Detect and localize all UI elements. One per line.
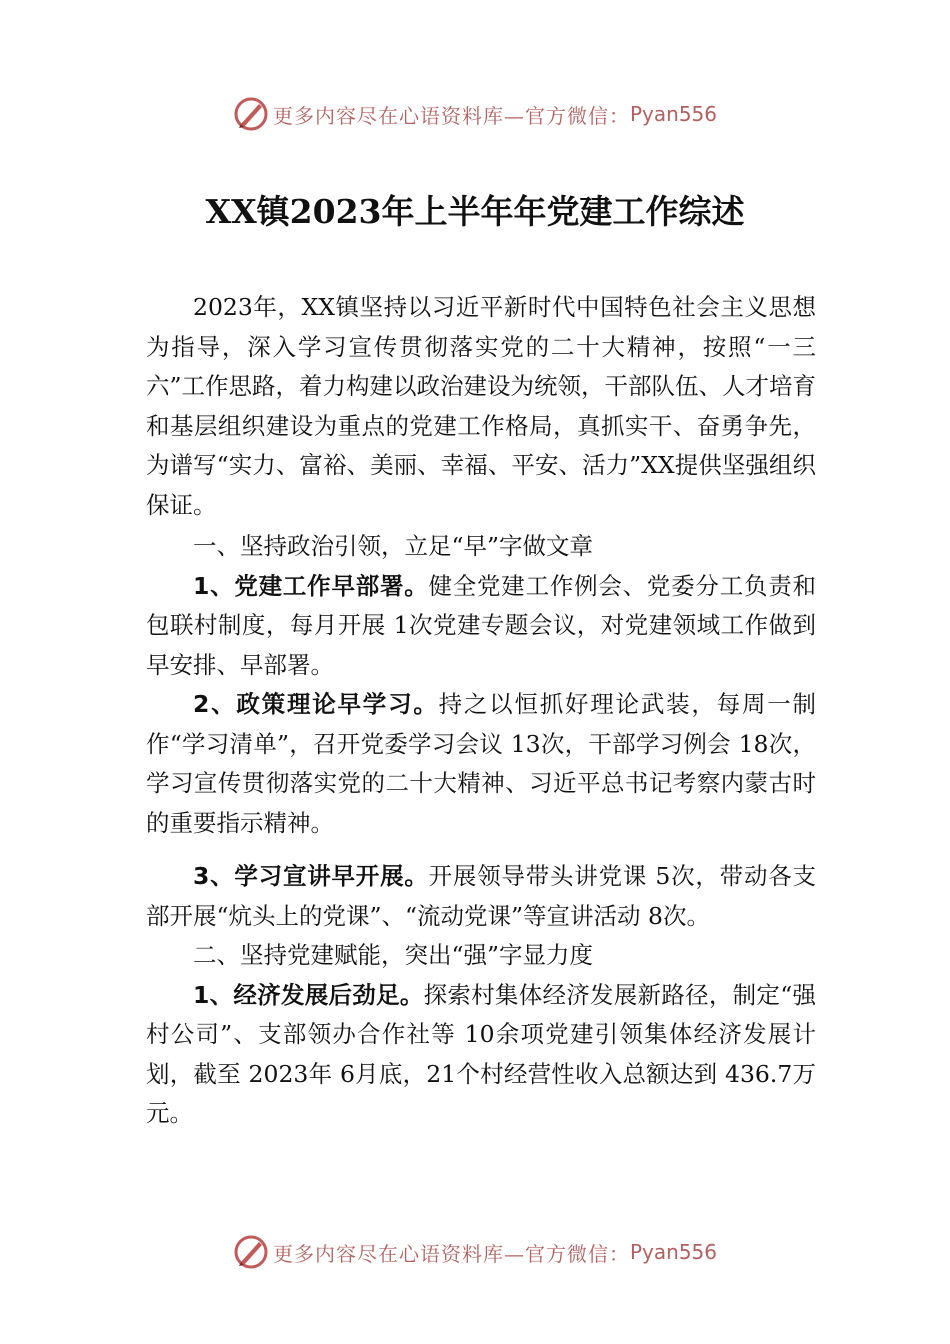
section1-item-3 xyxy=(146,857,816,936)
watermark-banner-bottom xyxy=(0,1232,950,1272)
watermark-wechat-id: Pyan556 xyxy=(629,102,717,126)
intro-paragraph: 2023年，XX镇坚持以习近平新时代中国特色社会主义思想为指导，深入学习宣传贯彻落实党的二十大精神，按照“一三六”工作思路，着力构建以政治建设为统领，干部队伍、人才培育和基层组织建设为重点的党建工作格局，真抓实干、奋勇争先，为谱写“实力、富裕、美丽、幸福、平安、活力”XX提供坚强组织保证。 xyxy=(146,293,817,519)
watermark-text: 更多内容尽在心语资料库—官方微信： xyxy=(272,1241,630,1266)
document-body xyxy=(146,288,816,1134)
watermark-wechat-id: Pyan556 xyxy=(629,1240,717,1264)
watermark-banner-top xyxy=(0,94,950,134)
pen-logo-icon xyxy=(233,1234,269,1270)
item-body: 开展领导带头讲党课 5次，带动各支部开展“炕头上的党课”、“流动党课”等宣讲活动 8次。 xyxy=(146,862,817,930)
section1-heading: 一、坚持政治引领，立足“早”字做文章 xyxy=(193,532,594,560)
item-lead: 1、经济发展后劲足。 xyxy=(193,980,424,1009)
item-lead: 2、政策理论早学习。 xyxy=(193,690,439,718)
document-title: XX镇2023年上半年年党建工作综述 xyxy=(205,192,745,231)
item-body: 探索村集体经济发展新路径，制定“强村公司”、支部领办合作社等 10余项党建引领集体经济发展计划，截至 2023年 6月底，21个村经营性收入总额达到 436.7万元。 xyxy=(146,980,816,1127)
item-lead: 1、党建工作早部署。 xyxy=(193,571,429,600)
pen-logo-icon xyxy=(233,96,269,132)
section1-item-2 xyxy=(146,685,816,843)
section2-heading: 二、坚持党建赋能，突出“强”字显力度 xyxy=(193,941,594,969)
item-body: 持之以恒抓好理论武装，每周一制作“学习清单”，召开党委学习会议 13次，干部学习例会 18次，学习宣传贯彻落实党的二十大精神、习近平总书记考察内蒙古时的重要指示精神。 xyxy=(146,690,816,837)
section2-item-1 xyxy=(146,976,816,1134)
watermark-text: 更多内容尽在心语资料库—官方微信： xyxy=(272,103,630,128)
item-body: 健全党建工作例会、党委分工负责和包联村制度，每月开展 1次党建专题会议，对党建领域工作做到早安排、早部署。 xyxy=(146,571,816,679)
section1-item-1 xyxy=(146,567,816,686)
item-lead: 3、学习宣讲早开展。 xyxy=(193,862,429,890)
